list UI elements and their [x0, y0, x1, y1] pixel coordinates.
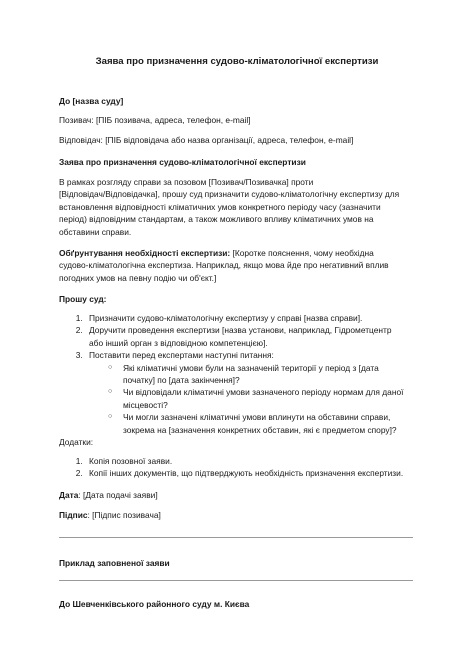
signature-value: : [Підпис позивача]: [87, 510, 161, 520]
attachment-text: Копії інших документів, що підтверджують необхідність призначення експертизи.: [89, 468, 404, 479]
intro-paragraph: [59, 176, 419, 238]
date-line: [59, 489, 419, 501]
list-item: [85, 312, 445, 324]
intro-line: обставини справи.: [59, 226, 132, 237]
request-text: Призначити судово-кліматологічну експертизу у справі [назва справи].: [89, 313, 363, 323]
plaintiff-value: [ПІБ позивача, адреса, телефон, e-mail]: [93, 115, 251, 125]
list-item: [85, 349, 445, 436]
justification-line: погодних умов на певну подію чи об'єкт.]: [59, 272, 217, 283]
question-text: початку] по [дата закінчення]?: [123, 375, 240, 386]
document-title: Заява про призначення судово-кліматологічної експертизи: [95, 56, 379, 67]
list-item: [123, 386, 445, 411]
example-heading: Приклад заповненої заяви: [59, 558, 170, 568]
intro-line: період) відповідним стандартам, а також можливого впливу кліматичних умов на: [59, 214, 374, 225]
request-text: Доручити проведення експертизи [назва установи, наприклад, Гідрометцентр: [89, 325, 392, 336]
justification-line: [Коротке пояснення, чому необхідна: [230, 248, 374, 258]
defendant-value: [ПІБ відповідача або назва організації, адреса, телефон, e-mail]: [102, 135, 354, 145]
date-value: : [Дата подачі заяви]: [78, 490, 158, 500]
list-item: [85, 467, 445, 479]
date-label: Дата: [59, 490, 79, 500]
list-item: [123, 411, 445, 436]
request-text: або інший орган з відповідною компетенцією].: [89, 337, 268, 348]
request-text: Поставити перед експертами наступні питання:: [89, 350, 274, 361]
request-heading: Прошу суд:: [59, 294, 107, 304]
question-text: Чи відповідали кліматичні умови зазначеного періоду нормам для даної: [123, 387, 404, 398]
attachments-list: [59, 455, 445, 480]
list-item: [85, 455, 445, 467]
list-item: [85, 324, 445, 349]
justification-paragraph: [59, 247, 419, 284]
plaintiff-label: Позивач:: [59, 115, 94, 125]
defendant-label: Відповідач:: [59, 135, 103, 145]
intro-line: В рамках розгляду справи за позовом [Позивач/Позивачка] проти: [59, 177, 314, 187]
court-addressee: До [назва суду]: [59, 96, 124, 106]
divider: [59, 537, 413, 538]
question-list: [89, 362, 445, 436]
attachments-heading: Додатки:: [59, 437, 94, 447]
plaintiff-line: [59, 114, 419, 126]
intro-line: встановлення відповідності кліматичних умов конкретного періоду часу (зазначити: [59, 201, 381, 212]
intro-line: [Відповідач/Відповідачка], прошу суд призначити судово-кліматологічну експертизу для: [59, 189, 400, 200]
justification-label: Обґрунтування необхідності експертизи:: [59, 248, 231, 258]
defendant-line: [59, 134, 419, 146]
request-list: [59, 312, 445, 436]
list-item: [123, 362, 445, 387]
signature-line: [59, 509, 419, 521]
question-text: місцевості?: [123, 399, 168, 410]
question-text: Чи могли зазначені кліматичні умови вплинути на обставини справи,: [123, 412, 391, 423]
subject-heading: Заява про призначення судово-кліматологічної експертизи: [59, 157, 306, 167]
question-text: Які кліматичні умови були на зазначеній території у період з [дата: [123, 362, 379, 373]
justification-line: судово-кліматологічна експертиза. Наприклад, якщо мова йде про негативний вплив: [59, 260, 389, 271]
example-court: До Шевченківського районного суду м. Києва: [59, 599, 250, 609]
signature-label: Підпис: [59, 510, 88, 520]
attachment-text: Копія позовної заяви.: [89, 456, 173, 466]
question-text: зокрема на [зазначення конкретних обставин, які є предметом спору]?: [123, 424, 397, 435]
divider: [59, 580, 413, 581]
